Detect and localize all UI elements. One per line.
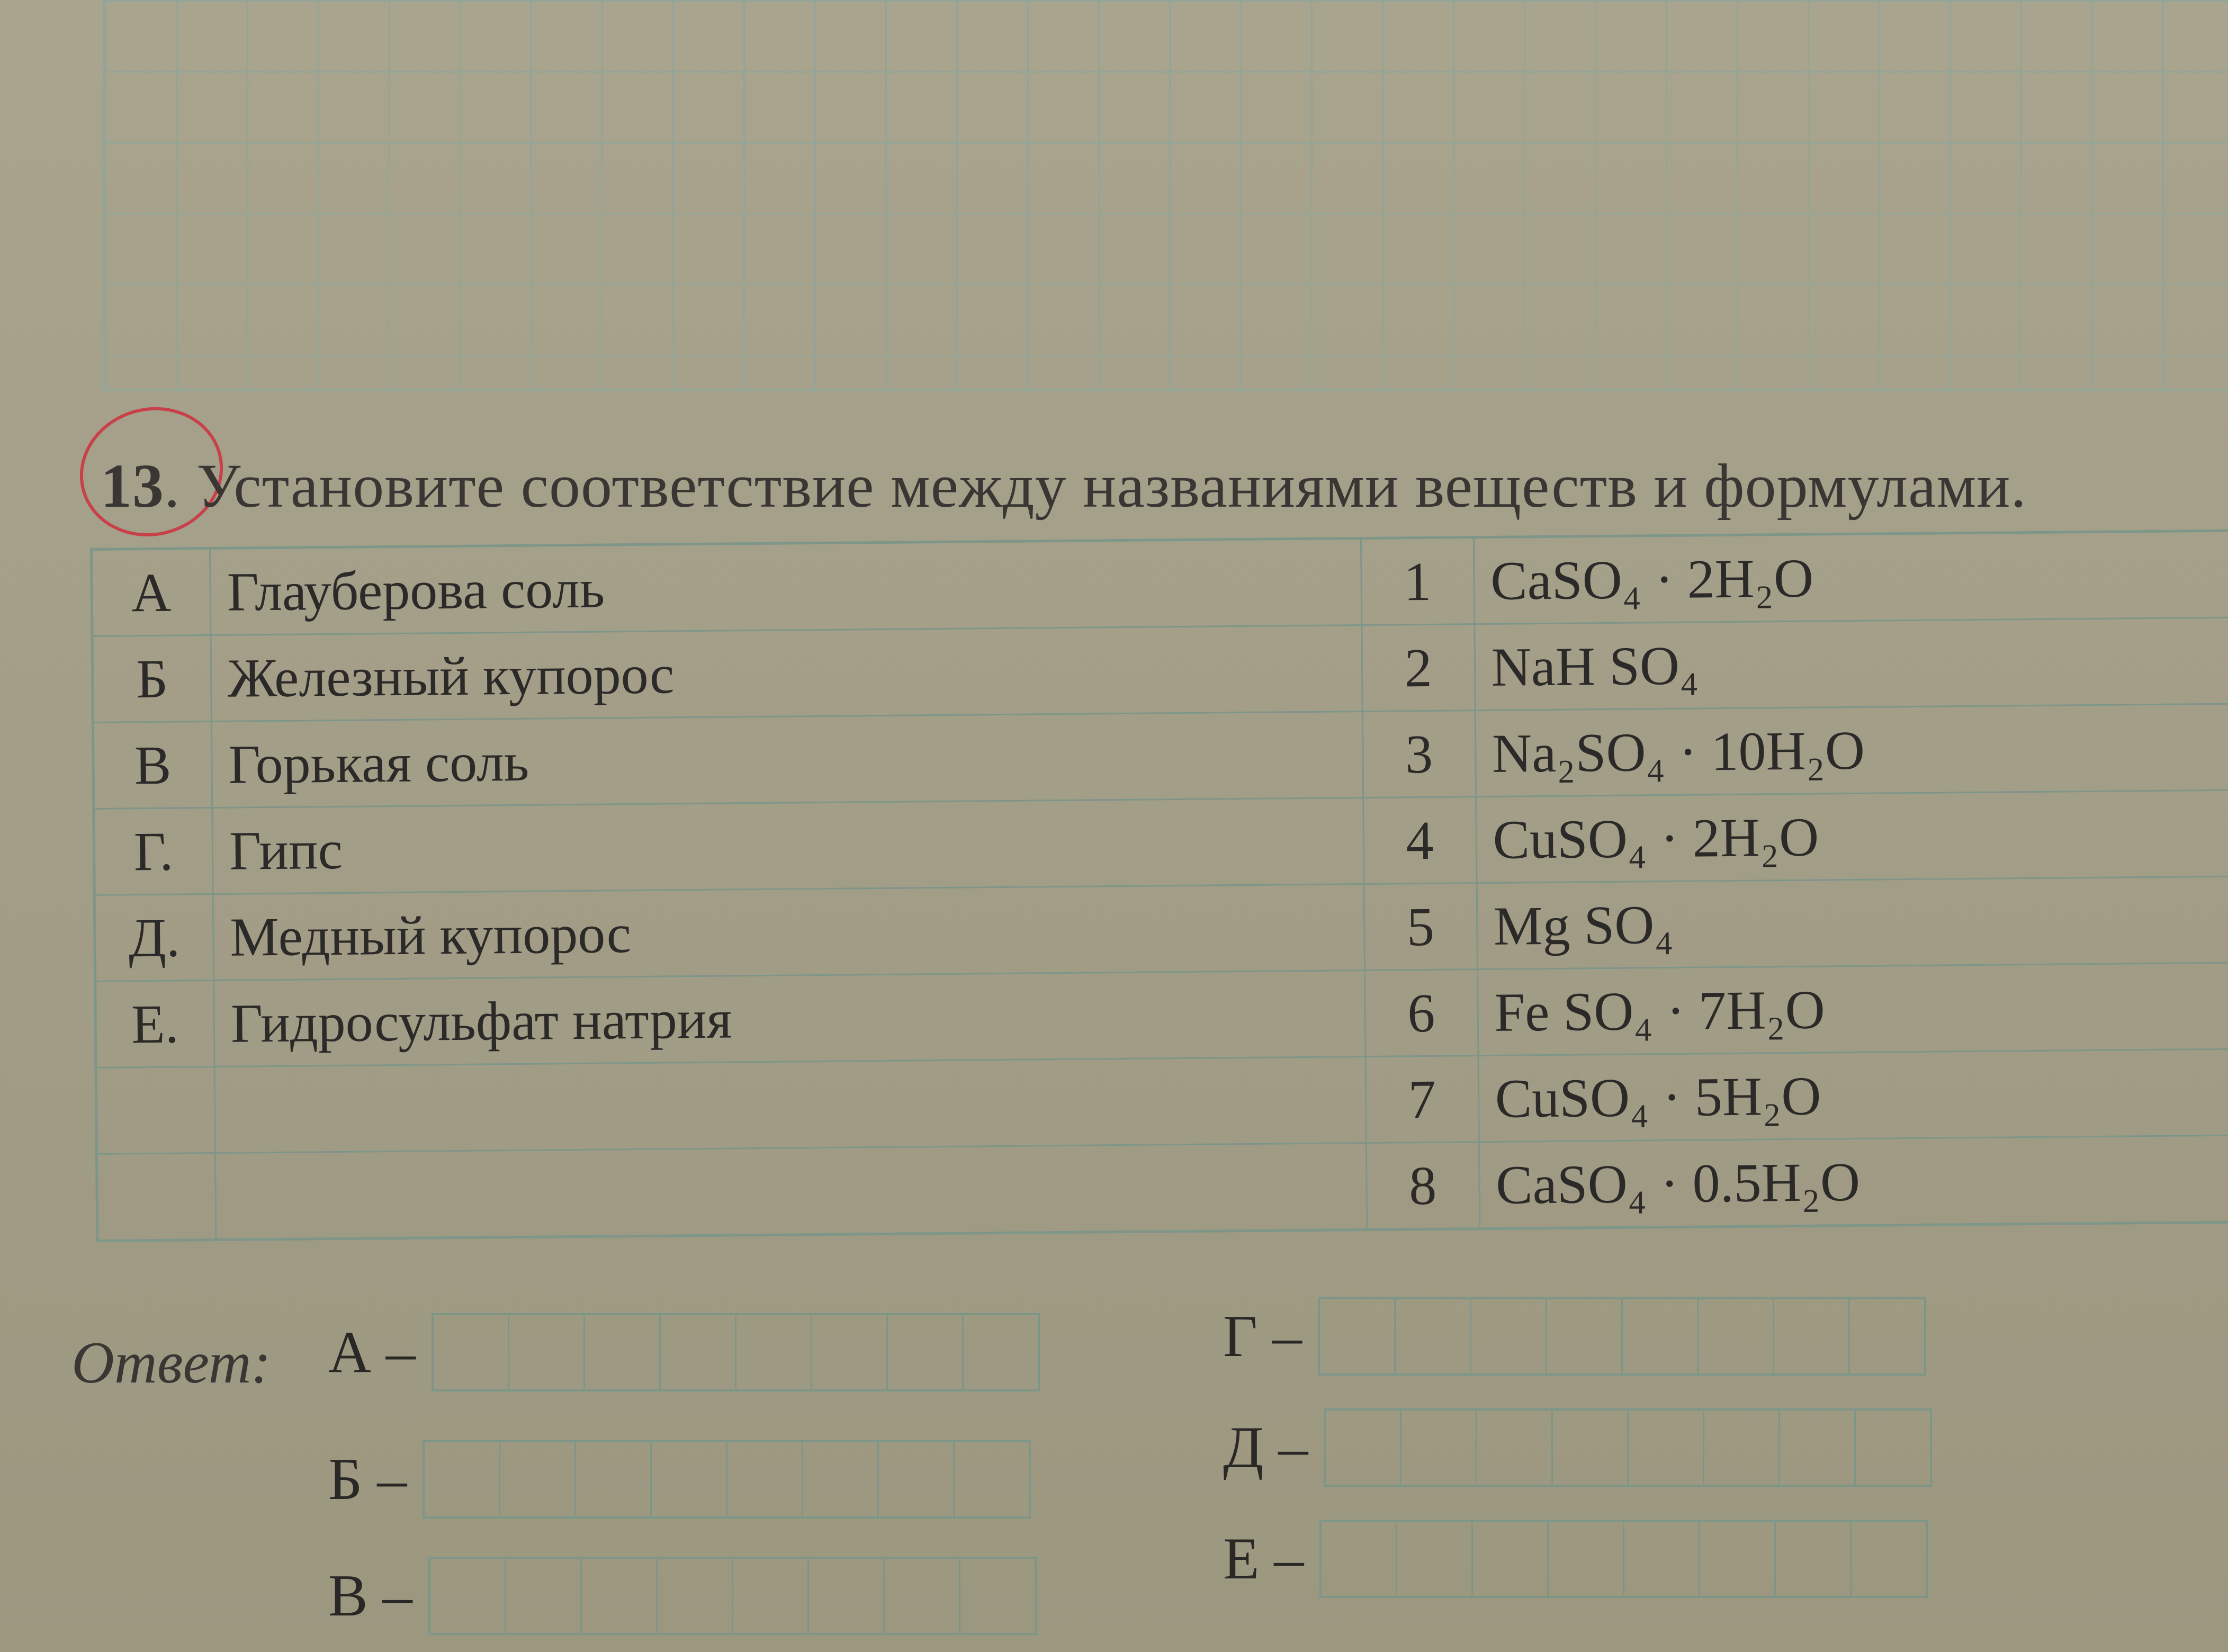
formula: CaSO₄ · 2H₂O xyxy=(1474,531,2228,624)
answer-input-v[interactable] xyxy=(428,1557,1037,1635)
answer-cell[interactable] xyxy=(1624,1522,1700,1596)
graph-paper-grid xyxy=(103,0,2228,391)
answer-cell[interactable] xyxy=(1402,1411,1477,1485)
answer-cell[interactable] xyxy=(1471,1299,1547,1373)
answer-cell[interactable] xyxy=(1549,1522,1624,1596)
answer-cell[interactable] xyxy=(1700,1522,1776,1596)
answer-cell[interactable] xyxy=(1553,1411,1629,1485)
formula: CuSO₄ · 5H₂O xyxy=(1478,1049,2228,1142)
answer-letter: Г – xyxy=(1223,1303,1302,1369)
answer-cell[interactable] xyxy=(652,1442,727,1516)
answer-row-e xyxy=(1223,1520,1928,1598)
answer-cell[interactable] xyxy=(1326,1411,1402,1485)
formula-index: 3 xyxy=(1362,711,1476,798)
answer-row-d xyxy=(1223,1408,1932,1487)
row-letter: Г. xyxy=(94,808,213,895)
answer-input-b[interactable] xyxy=(423,1440,1031,1519)
formula-index: 1 xyxy=(1361,537,1474,625)
answer-cell[interactable] xyxy=(509,1315,585,1389)
substance-name xyxy=(215,1143,1367,1240)
answer-row-g xyxy=(1223,1297,1926,1376)
answer-cell[interactable] xyxy=(1699,1299,1774,1373)
answer-cell[interactable] xyxy=(1477,1411,1553,1485)
formula-index: 8 xyxy=(1366,1142,1479,1230)
answer-cell[interactable] xyxy=(1774,1299,1850,1373)
row-letter xyxy=(96,1066,215,1154)
matching-table xyxy=(90,529,2228,1242)
answer-cell[interactable] xyxy=(1397,1522,1473,1596)
answer-cell[interactable] xyxy=(736,1315,812,1389)
answer-cell[interactable] xyxy=(582,1559,658,1633)
answer-row-v xyxy=(328,1557,1037,1635)
answer-cell[interactable] xyxy=(1320,1299,1396,1373)
answer-cell[interactable] xyxy=(425,1442,500,1516)
substance-name xyxy=(214,1057,1366,1153)
formula: Na₂SO₄ · 10H₂O xyxy=(1475,704,2228,797)
answer-cell[interactable] xyxy=(661,1315,736,1389)
substance-name: Медный купорос xyxy=(213,884,1364,981)
answer-cell[interactable] xyxy=(500,1442,576,1516)
answer-cell[interactable] xyxy=(1852,1522,1926,1596)
formula: Mg SO₄ xyxy=(1477,876,2228,969)
answer-cell[interactable] xyxy=(576,1442,652,1516)
substance-name: Железный купорос xyxy=(211,625,1362,722)
answer-cell[interactable] xyxy=(879,1442,955,1516)
answer-cell[interactable] xyxy=(727,1442,803,1516)
answer-cell[interactable] xyxy=(658,1559,733,1633)
answer-cell[interactable] xyxy=(506,1559,582,1633)
formula: CaSO₄ · 0.5H₂O xyxy=(1479,1135,2228,1229)
answer-cell[interactable] xyxy=(1322,1522,1397,1596)
formula: CuSO₄ · 2H₂O xyxy=(1476,790,2228,883)
answer-cell[interactable] xyxy=(888,1315,964,1389)
answer-cell[interactable] xyxy=(885,1559,960,1633)
answer-cell[interactable] xyxy=(955,1442,1029,1516)
formula-index: 4 xyxy=(1363,797,1476,884)
answer-cell[interactable] xyxy=(1547,1299,1623,1373)
answer-cell[interactable] xyxy=(1704,1411,1780,1485)
answer-cell[interactable] xyxy=(434,1315,509,1389)
answer-input-e[interactable] xyxy=(1319,1520,1928,1598)
answer-letter: Д – xyxy=(1223,1414,1308,1480)
answer-cell[interactable] xyxy=(1623,1299,1699,1373)
answer-cell[interactable] xyxy=(1396,1299,1471,1373)
answer-cell[interactable] xyxy=(585,1315,661,1389)
answer-cell[interactable] xyxy=(809,1559,885,1633)
answer-input-d[interactable] xyxy=(1324,1408,1932,1487)
answer-cell[interactable] xyxy=(1780,1411,1856,1485)
row-letter: А xyxy=(92,549,211,636)
answer-input-g[interactable] xyxy=(1318,1297,1926,1376)
answer-cell[interactable] xyxy=(733,1559,809,1633)
answer-letter: Б – xyxy=(328,1446,407,1512)
answer-row-b xyxy=(328,1440,1031,1519)
answer-letter: А – xyxy=(328,1319,416,1385)
formula-index: 7 xyxy=(1365,1056,1479,1143)
formula: Fe SO₄ · 7H₂O xyxy=(1477,963,2228,1056)
substance-name: Глауберова соль xyxy=(210,538,1362,635)
row-letter: В xyxy=(93,722,212,809)
answer-cell[interactable] xyxy=(430,1559,506,1633)
question-number: 13 xyxy=(101,451,164,520)
answer-input-a[interactable] xyxy=(432,1313,1040,1391)
answer-cell[interactable] xyxy=(803,1442,879,1516)
substance-name: Горькая соль xyxy=(211,712,1363,808)
question-heading xyxy=(101,450,2027,522)
answer-cell[interactable] xyxy=(1629,1411,1704,1485)
formula-index: 6 xyxy=(1364,969,1478,1057)
row-letter: Б xyxy=(92,635,211,723)
answer-cell[interactable] xyxy=(1850,1299,1924,1373)
answer-label: Ответ: xyxy=(71,1330,271,1396)
answer-cell[interactable] xyxy=(1473,1522,1549,1596)
answer-cell[interactable] xyxy=(964,1315,1038,1389)
answer-cell[interactable] xyxy=(1776,1522,1852,1596)
answer-cell[interactable] xyxy=(812,1315,888,1389)
answer-cell[interactable] xyxy=(1856,1411,1930,1485)
answer-letter: В – xyxy=(328,1563,412,1629)
substance-name: Гидросульфат натрия xyxy=(214,971,1365,1067)
question-text: . Установите соответствие между названиями веществ и формулами. xyxy=(164,451,2027,520)
formula-index: 5 xyxy=(1364,883,1477,971)
substance-name: Гипс xyxy=(212,798,1364,894)
row-letter xyxy=(96,1153,215,1241)
row-letter: Е. xyxy=(95,980,214,1067)
formula: NaH SO₄ xyxy=(1474,617,2228,711)
answer-letter: Е – xyxy=(1223,1525,1304,1592)
table-row xyxy=(96,1135,2228,1241)
answer-row-a xyxy=(328,1313,1040,1391)
formula-index: 2 xyxy=(1361,624,1475,712)
row-letter: Д. xyxy=(94,894,213,981)
answer-cell[interactable] xyxy=(960,1559,1035,1633)
